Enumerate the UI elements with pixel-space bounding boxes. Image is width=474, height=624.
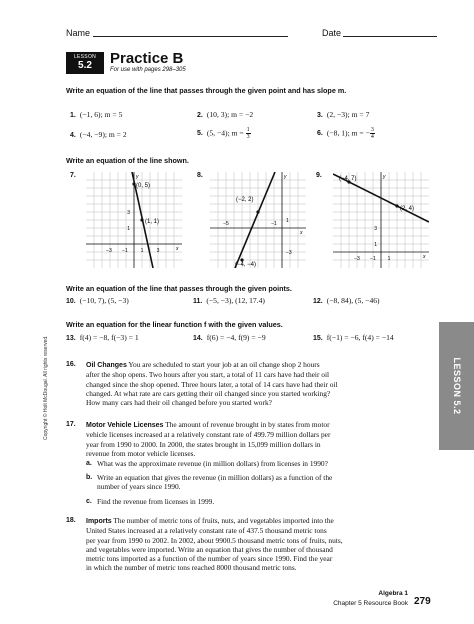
fraction: $\frac{3}{4}$	[370, 127, 374, 140]
point	[256, 210, 259, 213]
tick-label: 3	[156, 248, 160, 254]
word-problem-17a: a. What was the approximate revenue (in million dollars) from licenses in 1990?	[86, 459, 328, 468]
date-field[interactable]	[343, 36, 437, 37]
problem-13: 13. f(4) = −8, f(−3) = 1	[66, 333, 139, 342]
name-field[interactable]	[93, 36, 288, 37]
y-axis-label: y	[136, 174, 139, 180]
copyright-notice: Copyright © Holt McDougal. All rights reserved.	[43, 335, 49, 440]
tick-label: −3	[354, 256, 360, 262]
lesson-badge-number: 5.2	[78, 60, 92, 71]
page-title: Practice B	[110, 50, 184, 67]
date-label: Date	[322, 28, 342, 38]
graph-8	[210, 172, 306, 268]
problem-6: 6. (−8, 1); m = − $\frac{3}{4}$	[317, 127, 374, 140]
tick-label: −1	[370, 256, 376, 262]
x-axis-label: x	[176, 246, 179, 252]
point	[395, 204, 398, 207]
word-problem-18: 18. Imports The number of metric tons of fruits, nuts, and vegetables imported into the United States increased at a relatively constant rate of 437.5 thousand metric tons per year from 1990 to 2002. In 2002, about 9900.5 thousand metric tons of fruits, nuts, and vegetables were imported. Write an equation that gives the number of thousand metric tons imported as a function of the number of years since 1990. Find the year in which the number of metric tons reached 8000 thousand metric tons.	[66, 516, 343, 573]
tick-label: −1	[122, 248, 128, 254]
problem-1: 1. (−1, 6); m = 5	[70, 110, 123, 119]
problem-15: 15. f(−1) = −6, f(4) = −14	[313, 333, 394, 342]
tick-label: 1	[374, 242, 377, 248]
section3-instruction: Write an equation of the line that passes through the given points.	[66, 284, 292, 293]
word-problem-17: 17. Motor Vehicle Licenses The amount of revenue brought in by states from motor vehicle licenses increased at a relatively constant rate of 499.79 million dollars per year from 1990 to 2000. In 2000, the states brought in 15,099 million dollars in revenue from motor vehicle licenses.	[66, 420, 331, 458]
x-axis-label: x	[423, 254, 426, 260]
point-label: (−4, 7)	[339, 176, 357, 182]
tick-label: 3	[127, 210, 130, 216]
problem-10: 10. (−10, 7), (5, −3)	[66, 296, 129, 305]
graph-8-number: 8.	[197, 172, 203, 179]
y-axis-label: y	[284, 174, 287, 180]
tick-label: −3	[286, 250, 292, 256]
tick-label: 3	[374, 226, 377, 232]
problem-14: 14. f(6) = −4, f(9) = −9	[193, 333, 266, 342]
side-tab-label: LESSON 5.2	[451, 357, 462, 415]
section1-instruction: Write an equation of the line that passes through the given point and has slope m.	[66, 86, 347, 95]
tick-label: −1	[271, 221, 277, 227]
problem-12: 12. (−8, 84), (5, −46)	[313, 296, 380, 305]
section4-instruction: Write an equation for the linear function f with the given values.	[66, 320, 283, 329]
tick-label: 1	[140, 248, 144, 254]
point-label: (−4, −4)	[235, 262, 257, 268]
lesson-badge-label: LESSON	[73, 54, 97, 60]
page-subtitle: For use with pages 298–305	[110, 67, 186, 73]
problem-11: 11. (−5, −3), (12, 17.4)	[193, 296, 265, 305]
tick-label: 1	[286, 218, 289, 224]
problem-5: 5. (5, −4); m = $\frac{1}{3}$	[197, 127, 250, 140]
tick-label: 1	[127, 226, 130, 232]
graph-9-number: 9.	[316, 172, 322, 179]
y-axis-label: y	[383, 174, 386, 180]
problem-4: 4. (−4, −9); m = 2	[70, 130, 127, 139]
name-label: Name	[66, 28, 91, 38]
word-problem-16: 16. Oil Changes You are scheduled to start your job at an oil change shop 2 hours after the shop opens. Two hours after you start, a total of 11 cars have had their oil changed since the shop opened. Three hours later, a total of 14 cars have had their oil changed. At what rate are cars getting their oil changed since you started working? How many cars had their oil changed before you started work?	[66, 360, 338, 408]
side-tab	[439, 322, 474, 450]
tick-label: 1	[387, 256, 391, 262]
page-number: 279	[414, 596, 431, 607]
problem-2: 2. (10, 3); m = −2	[197, 110, 254, 119]
word-problem-17c: c. Find the revenue from licenses in 1999.	[86, 497, 215, 506]
point-label: (2, 4)	[400, 206, 415, 212]
section2-instruction: Write an equation of the line shown.	[66, 156, 189, 165]
tick-label: −3	[106, 248, 112, 254]
x-axis-label: x	[300, 230, 303, 236]
point-label: (0, 5)	[136, 183, 151, 189]
point	[140, 218, 143, 221]
graph-7-number: 7.	[70, 172, 76, 179]
footer-chapter: Chapter 5 Resource Book	[333, 600, 408, 607]
graph-7	[86, 172, 182, 268]
fraction: $\frac{1}{3}$	[246, 127, 250, 140]
word-problem-17b: b. Write an equation that gives the revenue (in million dollars) as a function of the number of years since 1990.	[86, 473, 333, 492]
graph-9	[333, 172, 429, 268]
lesson-badge	[66, 52, 104, 74]
point-label: (1, 1)	[145, 219, 160, 225]
footer-book: Algebra 1	[378, 590, 408, 597]
point-label: (−2, 2)	[236, 197, 254, 203]
tick-label: −5	[223, 221, 229, 227]
problem-3: 3. (2, −3); m = 7	[317, 110, 370, 119]
